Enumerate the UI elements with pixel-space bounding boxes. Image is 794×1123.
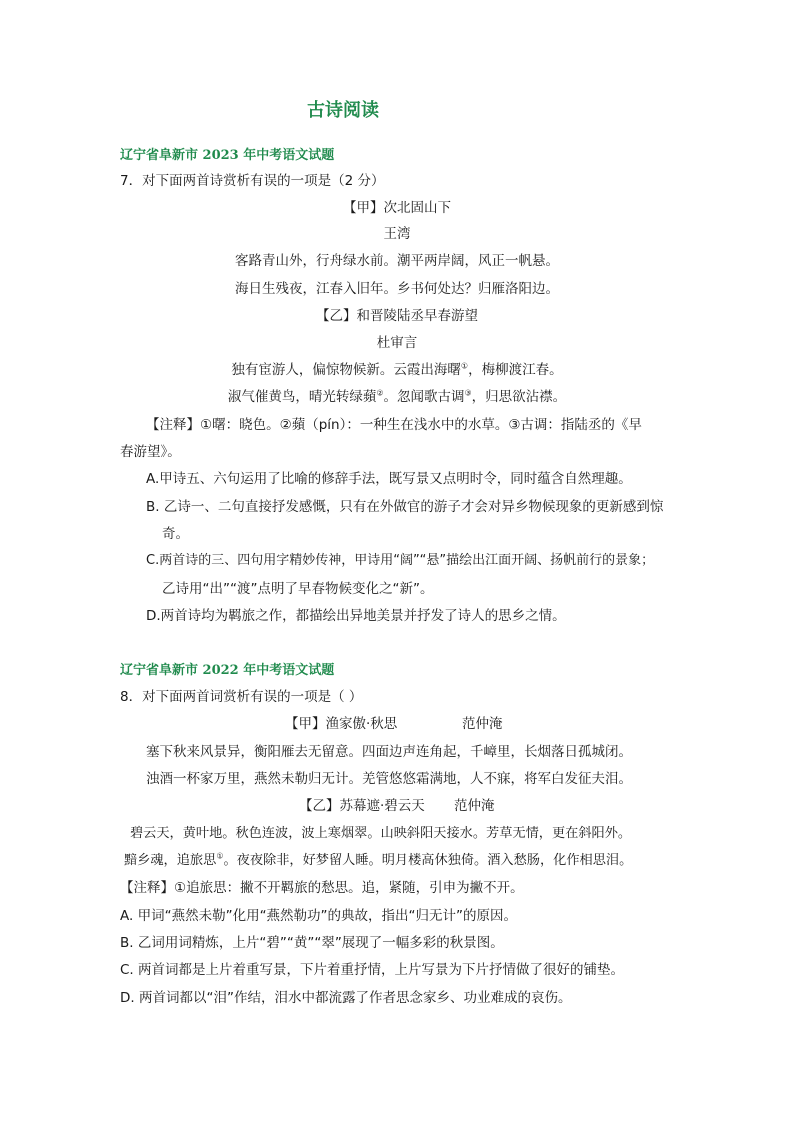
text: 黯乡魂，追旅思 — [124, 853, 217, 868]
option-a: A.甲诗五、六句运用了比喻的修辞手法，既写景又点明时令，同时蕴含自然理趣。 — [146, 471, 632, 487]
note-line1: 【注释】①曙：晓色。②蘋（pín）：一种生在浅水中的水草。③古调：指陆丞的《早 — [146, 417, 642, 433]
ci2-line2 — [124, 849, 632, 868]
footnote-mark: ② — [376, 388, 384, 398]
poem1-line2: 海日生残夜，江春入旧年。乡书何处达？归雁洛阳边。 — [235, 281, 559, 297]
ci1-title: 【甲】渔家傲·秋思 — [285, 716, 398, 732]
ci1-line1: 塞下秋来风景异，衡阳雁去无留意。四面边声连角起，千嶂里，长烟落日孤城闭。 — [146, 744, 632, 760]
text: 。夜夜除非，好梦留人睡。明月楼高休独倚。酒入愁肠，化作相思泪。 — [223, 853, 633, 868]
poem2-line2 — [0, 385, 794, 405]
text: 淑气催黄鸟，晴光转绿蘋 — [227, 389, 377, 405]
footnote-mark: ③ — [464, 388, 472, 398]
ci2-title: 【乙】苏幕遮·碧云天 — [299, 798, 425, 814]
option-c-2: C. 两首词都是上片着重写景，下片着重抒情，上片写景为下片抒情做了很好的铺垫。 — [120, 962, 625, 978]
option-c: C.两首诗的三、四句用字精妙传神，甲诗用“阔”“悬”描绘出江面开阔、扬帆前行的景象； — [146, 553, 655, 568]
option-b: B. 乙诗一、二句直接抒发感慨，只有在外做官的游子才会对异乡物候现象的更新感到惊 — [146, 499, 664, 515]
poem1-title: 【甲】次北固山下 — [343, 200, 451, 216]
option-b-cont: 奇。 — [162, 526, 189, 542]
question-8: 8．对下面两首词赏析有误的一项是（ ） — [120, 689, 363, 705]
section1-source: 辽宁省阜新市 2023 年中考语文试题 — [120, 148, 335, 163]
text: 独有宦游人，偏惊物候新。云霞出海曙 — [231, 362, 461, 378]
option-d-2: D. 两首词都以“泪”作结，泪水中都流露了作者思念家乡、功业难成的哀伤。 — [120, 990, 572, 1006]
text: 。忽闻歌古调 — [383, 389, 465, 405]
poem2-line1 — [0, 358, 794, 378]
ci1-line2: 浊酒一杯家万里，燕然未勒归无计。羌管悠悠霜满地，人不寐，将军白发征夫泪。 — [146, 771, 632, 787]
text: ，归思欲沾襟。 — [471, 389, 567, 405]
note-2: 【注释】①追旅思：撇不开羁旅的愁思。追，紧随，引申为撇不开。 — [120, 880, 524, 896]
poem2-author: 杜审言 — [376, 335, 418, 351]
footnote-mark: ① — [460, 361, 469, 371]
ci2-line1: 碧云天，黄叶地。秋色连波，波上寒烟翠。山映斜阳天接水。芳草无情，更在斜阳外。 — [130, 826, 632, 841]
note-line2: 春游望》。 — [120, 444, 181, 460]
option-d: D.两首诗均为羁旅之作，都描绘出异地美景并抒发了诗人的思乡之情。 — [146, 608, 566, 624]
question-7: 7．对下面两首诗赏析有误的一项是（2 分） — [120, 173, 385, 189]
footnote-mark: ① — [216, 851, 224, 861]
option-b-2: B. 乙词用词精炼，上片“碧”“黄”“翠”展现了一幅多彩的秋景图。 — [120, 935, 504, 951]
ci2-author: 范仲淹 — [454, 798, 495, 814]
option-c-cont: 乙诗用“出”“渡”点明了早春物候变化之“新”。 — [162, 581, 434, 597]
option-a-2: A. 甲词“燕然未勒”化用“燕然勒功”的典故，指出“归无计”的原因。 — [120, 908, 518, 924]
page-title: 古诗阅读 — [307, 100, 379, 121]
poem1-author: 王湾 — [383, 226, 411, 242]
section2-source: 辽宁省阜新市 2022 年中考语文试题 — [120, 663, 335, 678]
text: ，梅柳渡江春。 — [468, 362, 563, 378]
ci1-author: 范仲淹 — [462, 716, 503, 732]
poem1-line1: 客路青山外，行舟绿水前。潮平两岸阔，风正一帆悬。 — [235, 253, 559, 269]
poem2-title: 【乙】和晋陵陆丞早春游望 — [316, 308, 478, 324]
